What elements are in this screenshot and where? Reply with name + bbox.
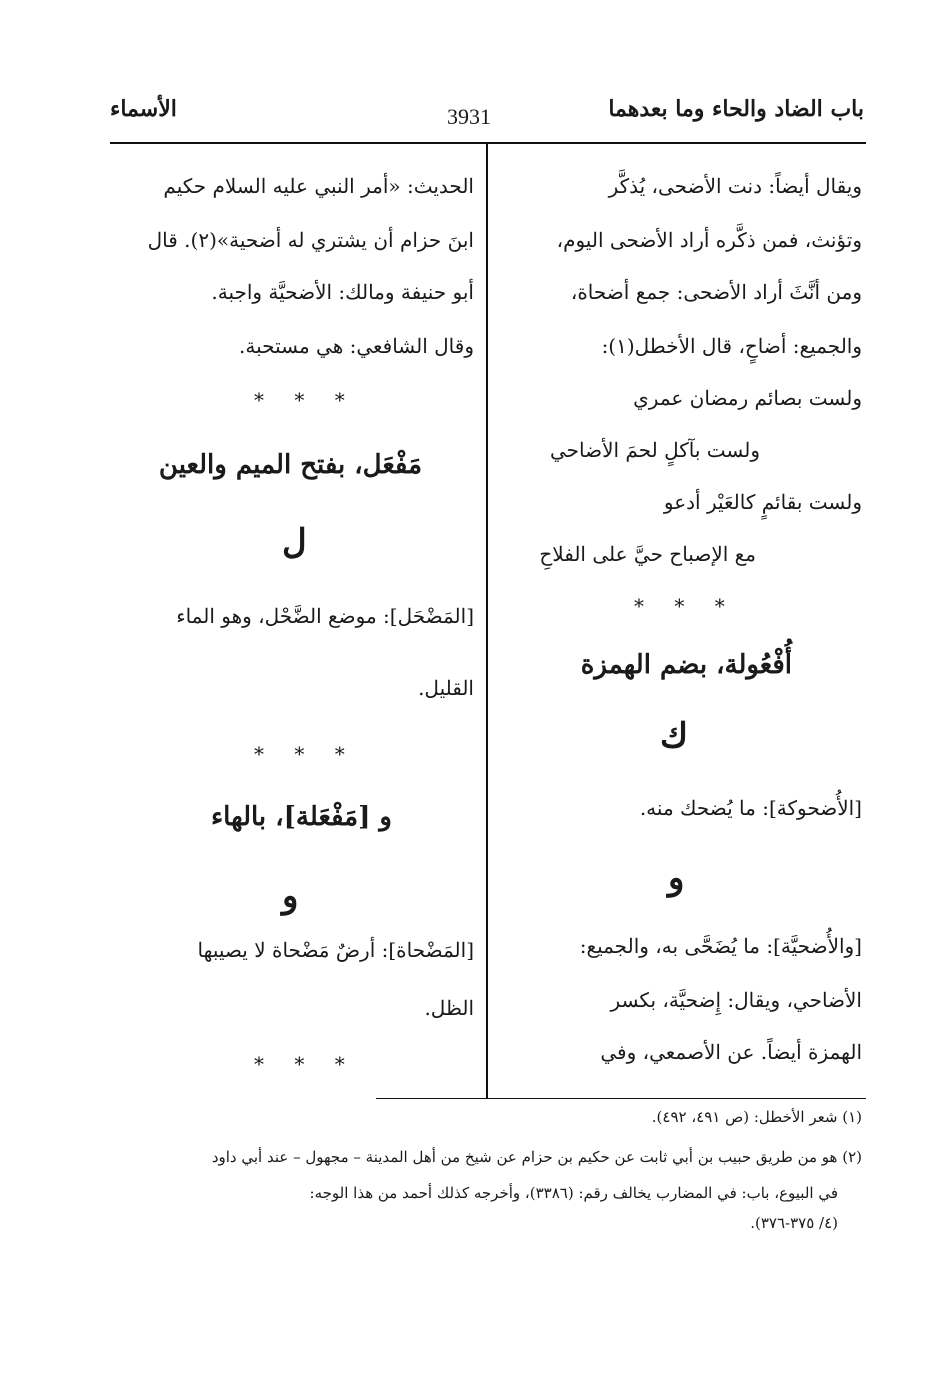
text-line: الحديث: «أمر النبي عليه السلام حكيم — [163, 174, 474, 198]
footnote: (٢) هو من طريق حبيب بن أبي ثابت عن حكيم بن حزام عن شيخ من أهل المدينة – مجهول – عند أبي داود — [211, 1148, 862, 1166]
page-number: 3931 — [447, 104, 491, 129]
section-separator: * * * — [634, 594, 737, 618]
entry-line: الأضاحي، ويقال: إِضحيَّة، بكسر — [610, 988, 862, 1012]
letter-heading: و — [282, 876, 299, 916]
entry-line: [والأُضحيَّة]: ما يُضَحَّى به، والجميع: — [579, 934, 862, 958]
header-rule — [110, 142, 866, 144]
running-head-right: باب الضاد والحاء وما بعدهما — [608, 96, 864, 122]
section-separator: * * * — [254, 388, 357, 412]
letter-heading: و — [668, 858, 685, 898]
poem-line: ولست بآكلٍ لحمَ الأضاحي — [549, 438, 760, 462]
entry-line: [المَضْحَل]: موضع الضَّحْل، وهو الماء — [176, 604, 474, 628]
text-line: وقال الشافعي: هي مستحبة. — [239, 334, 474, 358]
footnote-rule — [376, 1098, 866, 1099]
footnote: (١) شعر الأخطل: (ص ٤٩١، ٤٩٢). — [651, 1108, 862, 1126]
section-heading: مَفْعَل، بفتح الميم والعين — [158, 450, 422, 480]
text-line: وتؤنث، فمن ذكَّره أراد الأضحى اليوم، — [556, 228, 862, 252]
poem-line: ولست بصائم رمضان عمري — [633, 386, 862, 410]
entry-line: [الأُضحوكة]: ما يُضحك منه. — [639, 796, 862, 820]
entry-line: [المَضْحاة]: أرضٌ مَضْحاة لا يصيبها — [197, 938, 474, 962]
column-divider — [486, 142, 488, 1098]
text-line: أبو حنيفة ومالك: الأضحيَّة واجبة. — [211, 280, 474, 304]
letter-heading: ك — [660, 716, 689, 756]
section-separator: * * * — [254, 1052, 357, 1076]
text-line: ويقال أيضاً: دنت الأضحى، يُذكَّر — [608, 174, 862, 198]
footnote-continuation: (٤/ ٣٧٥-٣٧٦). — [750, 1214, 838, 1232]
letter-heading: ل — [282, 522, 307, 562]
text-line: ابنَ حزام أن يشتري له أضحية»(٢). قال — [147, 228, 474, 252]
section-heading: و [مَفْعَلة]، بالهاء — [210, 802, 392, 832]
poem-line: ولست بقائمٍ كالعَيْر أدعو — [663, 490, 862, 514]
poem-line: مع الإصباح حيَّ على الفلاحِ — [539, 542, 756, 566]
entry-line: الهمزة أيضاً. عن الأصمعي، وفي — [600, 1040, 862, 1064]
text-line: ومن أنَّثَ أراد الأضحى: جمع أضحاة، — [570, 280, 862, 304]
footnote-continuation: في البيوع، باب: في المضارب يخالف رقم: (٣٣٨٦)، وأخرجه كذلك أحمد من هذا الوجه: — [309, 1184, 838, 1202]
entry-line: الظل. — [424, 996, 474, 1020]
text-line: والجميع: أضاحٍ، قال الأخطل(١): — [601, 334, 862, 358]
running-head-left: الأسماء — [110, 96, 177, 122]
section-heading: أُفْعُولة، بضم الهمزة — [580, 650, 792, 680]
section-separator: * * * — [254, 742, 357, 766]
entry-line: القليل. — [418, 676, 474, 700]
